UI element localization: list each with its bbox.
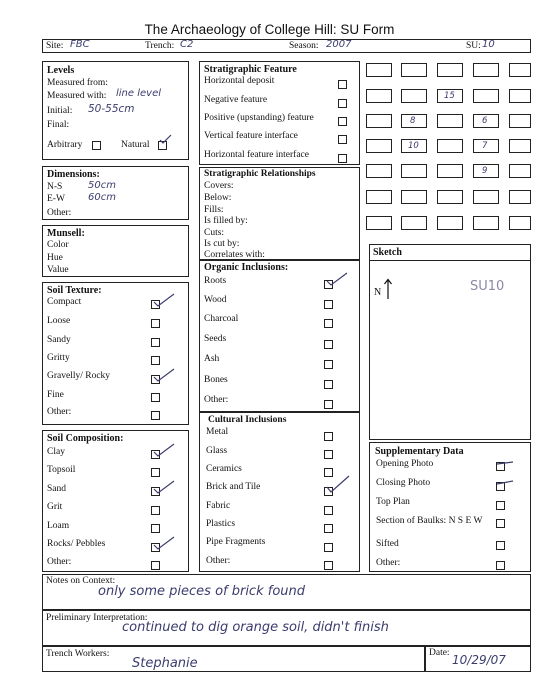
- strat-feature-checkbox[interactable]: [338, 135, 347, 144]
- strat-relationship-item: Correlates with:: [204, 250, 265, 260]
- grid-cell[interactable]: [509, 63, 531, 77]
- cultural-item: Brick and Tile: [206, 482, 261, 492]
- soil-texture-checkbox[interactable]: [151, 319, 160, 328]
- levels-title: Levels: [47, 65, 75, 76]
- supplementary-item: Sifted: [376, 539, 399, 549]
- supplementary-item: Top Plan: [376, 497, 410, 507]
- soil-composition-checkbox[interactable]: [151, 506, 160, 515]
- measured-with-value[interactable]: line level: [116, 88, 162, 99]
- cultural-item: Glass: [206, 446, 228, 456]
- organic-checkbox[interactable]: [324, 400, 333, 409]
- strat-relationship-item: Cuts:: [204, 228, 225, 238]
- sketch-title: Sketch: [373, 247, 402, 258]
- munsell-title: Munsell:: [47, 228, 85, 239]
- grid-cell[interactable]: [437, 139, 463, 153]
- organic-item: Roots: [204, 276, 227, 286]
- strat-feature-item: Horizontal deposit: [204, 76, 275, 86]
- grid-number: 15: [444, 91, 455, 101]
- strat-feature-checkbox[interactable]: [338, 80, 347, 89]
- workers-value[interactable]: Stephanie: [132, 656, 198, 671]
- soil-composition-checkbox[interactable]: [151, 468, 160, 477]
- soil-composition-item: Sand: [47, 484, 66, 494]
- grid-number: 6: [482, 116, 488, 126]
- grid-cell[interactable]: [401, 216, 427, 230]
- soil-texture-item: Loose: [47, 316, 71, 326]
- form-title: The Archaeology of College Hill: SU Form: [144, 22, 395, 37]
- cultural-inclusions-title: Cultural Inclusions: [208, 415, 287, 425]
- soil-composition-item: Grit: [47, 502, 63, 512]
- cultural-checkbox[interactable]: [324, 450, 333, 459]
- trench-label: Trench:: [145, 41, 175, 51]
- supplementary-item: Closing Photo: [376, 478, 431, 488]
- organic-checkbox[interactable]: [324, 300, 333, 309]
- soil-composition-checkbox[interactable]: [151, 450, 160, 459]
- supplementary-item: Other:: [376, 558, 401, 568]
- grid-cell[interactable]: [437, 164, 463, 178]
- grid-cell[interactable]: [366, 190, 392, 204]
- munsell-hue-label: Hue: [47, 253, 63, 263]
- soil-texture-item: Gravelly/ Rocky: [47, 371, 111, 381]
- stratigraphic-feature-title: Stratigraphic Feature: [204, 64, 297, 75]
- organic-item: Charcoal: [204, 314, 239, 324]
- season-label: Season:: [289, 41, 319, 51]
- organic-checkbox[interactable]: [324, 360, 333, 369]
- grid-cell[interactable]: [437, 190, 463, 204]
- supplementary-checkbox[interactable]: [496, 561, 505, 570]
- soil-texture-checkbox[interactable]: [151, 300, 160, 309]
- cultural-checkbox[interactable]: [324, 506, 333, 515]
- soil-composition-title: Soil Composition:: [47, 433, 124, 444]
- workers-label: Trench Workers:: [46, 649, 110, 659]
- grid-cell[interactable]: [437, 114, 463, 128]
- initial-label: Initial:: [47, 106, 73, 116]
- arbitrary-checkbox[interactable]: [92, 141, 101, 150]
- supplementary-item: Opening Photo: [376, 459, 434, 469]
- su-value[interactable]: 10: [482, 39, 495, 50]
- cultural-item: Plastics: [206, 519, 236, 529]
- north-label: N: [374, 287, 382, 298]
- soil-texture-checkbox[interactable]: [151, 411, 160, 420]
- dimensions-other-label: Other:: [47, 208, 72, 218]
- grid-number: 9: [482, 166, 488, 176]
- grid-cell[interactable]: [366, 89, 392, 103]
- cultural-checkbox[interactable]: [324, 561, 333, 570]
- grid-cell[interactable]: [401, 89, 427, 103]
- grid-cell[interactable]: [473, 190, 499, 204]
- soil-texture-item: Compact: [47, 297, 82, 307]
- organic-checkbox[interactable]: [324, 319, 333, 328]
- grid-cell[interactable]: [509, 164, 531, 178]
- cultural-checkbox[interactable]: [324, 524, 333, 533]
- soil-composition-item: Loam: [47, 521, 70, 531]
- supplementary-checkbox[interactable]: [496, 541, 505, 550]
- dimensions-title: Dimensions:: [47, 169, 100, 180]
- soil-composition-item: Topsoil: [47, 465, 76, 475]
- organic-item: Bones: [204, 375, 228, 385]
- strat-feature-item: Vertical feature interface: [204, 131, 298, 141]
- final-label: Final:: [47, 120, 70, 130]
- strat-feature-item: Horizontal feature interface: [204, 150, 309, 160]
- supplementary-title: Supplementary Data: [375, 446, 464, 457]
- season-value[interactable]: 2007: [326, 39, 352, 50]
- munsell-value-label: Value: [47, 265, 69, 275]
- grid-cell[interactable]: [473, 63, 499, 77]
- grid-cell[interactable]: [366, 164, 392, 178]
- cultural-item: Pipe Fragments: [206, 537, 266, 547]
- cultural-item: Other:: [206, 556, 231, 566]
- soil-composition-item: Clay: [47, 447, 65, 457]
- strat-feature-checkbox[interactable]: [338, 117, 347, 126]
- soil-composition-checkbox[interactable]: [151, 524, 160, 533]
- soil-composition-item: Other:: [47, 557, 72, 567]
- grid-number: 10: [408, 141, 419, 151]
- organic-item: Seeds: [204, 334, 227, 344]
- grid-cell[interactable]: [509, 190, 531, 204]
- site-label: Site:: [46, 41, 64, 51]
- soil-texture-item: Sandy: [47, 335, 71, 345]
- organic-checkbox[interactable]: [324, 340, 333, 349]
- grid-cell[interactable]: [366, 114, 392, 128]
- grid-cell[interactable]: [509, 114, 531, 128]
- strat-feature-item: Positive (upstanding) feature: [204, 113, 314, 123]
- grid-cell[interactable]: [437, 63, 463, 77]
- grid-cell[interactable]: [366, 63, 392, 77]
- soil-texture-item: Other:: [47, 407, 72, 417]
- ns-value[interactable]: 50cm: [88, 180, 116, 191]
- grid-cell[interactable]: [473, 89, 499, 103]
- strat-relationship-item: Below:: [204, 193, 232, 203]
- cultural-checkbox[interactable]: [324, 468, 333, 477]
- munsell-color-label: Color: [47, 240, 69, 250]
- initial-value[interactable]: 50-55cm: [88, 103, 135, 115]
- strat-relationship-item: Is filled by:: [204, 216, 248, 226]
- natural-label: Natural: [121, 140, 150, 150]
- cultural-item: Fabric: [206, 501, 231, 511]
- cultural-item: Ceramics: [206, 464, 242, 474]
- grid-number: 8: [410, 116, 416, 126]
- organic-item: Ash: [204, 354, 220, 364]
- cultural-checkbox[interactable]: [324, 487, 333, 496]
- grid-cell[interactable]: [401, 63, 427, 77]
- organic-item: Wood: [204, 295, 227, 305]
- cultural-checkbox[interactable]: [324, 543, 333, 552]
- grid-number: 7: [482, 141, 488, 151]
- north-arrow-icon: [383, 278, 393, 300]
- grid-cell[interactable]: [509, 139, 531, 153]
- sketch-su-label: SU10: [470, 279, 505, 294]
- grid-cell[interactable]: [401, 164, 427, 178]
- grid-cell[interactable]: [437, 216, 463, 230]
- grid-cell[interactable]: [401, 190, 427, 204]
- soil-texture-item: Gritty: [47, 353, 70, 363]
- soil-composition-checkbox[interactable]: [151, 487, 160, 496]
- organic-item: Other:: [204, 395, 229, 405]
- ns-label: N-S: [47, 182, 63, 192]
- strat-feature-item: Negative feature: [204, 95, 268, 105]
- strat-feature-checkbox[interactable]: [338, 154, 347, 163]
- date-value[interactable]: 10/29/07: [452, 653, 506, 667]
- soil-composition-checkbox[interactable]: [151, 561, 160, 570]
- soil-texture-checkbox[interactable]: [151, 375, 160, 384]
- measured-from-label: Measured from:: [47, 78, 108, 88]
- cultural-checkbox[interactable]: [324, 432, 333, 441]
- grid-cell[interactable]: [509, 89, 531, 103]
- grid-cell[interactable]: [366, 139, 392, 153]
- soil-texture-checkbox[interactable]: [151, 393, 160, 402]
- soil-composition-checkbox[interactable]: [151, 543, 160, 552]
- grid-cell[interactable]: [473, 216, 499, 230]
- soil-texture-checkbox[interactable]: [151, 356, 160, 365]
- supplementary-checkbox[interactable]: [496, 482, 505, 491]
- ew-value[interactable]: 60cm: [88, 192, 116, 203]
- notes-value[interactable]: only some pieces of brick found: [98, 584, 306, 599]
- organic-inclusions-title: Organic Inclusions:: [204, 262, 289, 273]
- header-row: [42, 39, 531, 53]
- supplementary-item: Section of Baulks: N S E W: [376, 516, 483, 526]
- strat-relationship-item: Covers:: [204, 181, 234, 191]
- ew-label: E-W: [47, 194, 65, 204]
- measured-with-label: Measured with:: [47, 91, 107, 101]
- soil-texture-title: Soil Texture:: [47, 285, 102, 296]
- arbitrary-label: Arbitrary: [47, 140, 83, 150]
- strat-feature-checkbox[interactable]: [338, 99, 347, 108]
- strat-relationship-item: Is cut by:: [204, 239, 240, 249]
- site-value[interactable]: FBC: [70, 39, 90, 50]
- sketch-box[interactable]: [369, 244, 531, 440]
- interpretation-label: Preliminary Interpretation:: [46, 613, 148, 623]
- su-label: SU:: [466, 41, 481, 51]
- natural-checkbox[interactable]: [158, 141, 167, 150]
- interpretation-value[interactable]: continued to dig orange soil, didn't finish: [122, 620, 389, 635]
- notes-label: Notes on Context:: [46, 576, 116, 586]
- soil-texture-checkbox[interactable]: [151, 338, 160, 347]
- date-label: Date:: [429, 648, 450, 658]
- cultural-item: Metal: [206, 427, 229, 437]
- soil-texture-item: Fine: [47, 390, 64, 400]
- stratigraphic-relationships-title: Stratigraphic Relationships: [204, 169, 316, 179]
- organic-checkbox[interactable]: [324, 380, 333, 389]
- grid-cell[interactable]: [509, 216, 531, 230]
- organic-checkbox[interactable]: [324, 280, 333, 289]
- supplementary-checkbox[interactable]: [496, 462, 505, 471]
- trench-value[interactable]: C2: [180, 39, 194, 50]
- supplementary-checkbox[interactable]: [496, 501, 505, 510]
- strat-relationship-item: Fills:: [204, 205, 224, 215]
- sketch-title-rule: [369, 260, 531, 261]
- soil-composition-item: Rocks/ Pebbles: [47, 539, 106, 549]
- grid-cell[interactable]: [366, 216, 392, 230]
- supplementary-checkbox[interactable]: [496, 519, 505, 528]
